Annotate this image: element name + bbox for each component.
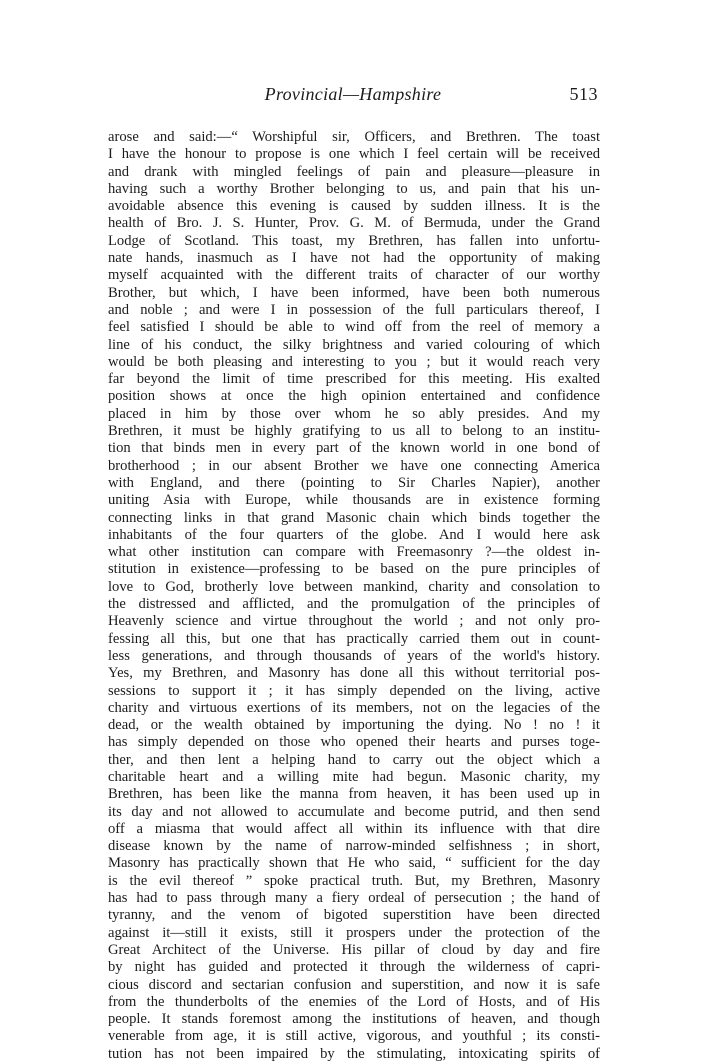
text-line: has had to pass through many a fiery ordeal of persecution ; the hand of [108, 890, 600, 907]
text-line: dead, or the wealth obtained by importuning the dying. No ! no ! it [108, 717, 600, 734]
text-line: with England, and there (pointing to Sir Charles Napier), another [108, 474, 600, 491]
text-line: having such a worthy Brother belonging to us, and pain that his un- [108, 180, 600, 197]
text-line: from the thunderbolts of the enemies of the Lord of Hosts, and of His [108, 993, 600, 1010]
text-line: Lodge of Scotland. This toast, my Brethren, has fallen into unfortu- [108, 232, 600, 249]
text-line: connecting links in that grand Masonic chain which binds together the [108, 509, 600, 526]
text-line: tion that binds men in every part of the known world in one bond of [108, 440, 600, 457]
text-line: against it—still it exists, still it prospers under the protection of the [108, 924, 600, 941]
text-line: placed in him by those over whom he so ably presides. And my [108, 405, 600, 422]
text-line: Brother, but which, I have been informed, have been both numerous [108, 284, 600, 301]
text-line: by night has guided and protected it through the wilderness of capri- [108, 959, 600, 976]
text-line: Yes, my Brethren, and Masonry has done all this without territorial pos- [108, 665, 600, 682]
text-line: nate hands, inasmuch as I have not had the opportunity of making [108, 250, 600, 267]
running-head [108, 84, 598, 110]
text-line: less generations, and through thousands of years of the world's history. [108, 647, 600, 664]
text-line: venerable from age, it is still active, vigorous, and youthful ; its consti- [108, 1028, 600, 1045]
body-text [108, 129, 600, 1063]
text-line: tyranny, and the venom of bigoted superstition have been directed [108, 907, 600, 924]
text-line: I have the honour to propose is one which I feel certain will be received [108, 146, 600, 163]
running-title: Provincial—Hampshire [264, 84, 442, 104]
text-line: people. It stands foremost among the institutions of heaven, and though [108, 1011, 600, 1028]
text-line: inhabitants of the four quarters of the globe. And I would here ask [108, 526, 600, 543]
text-line: Great Architect of the Universe. His pillar of cloud by day and fire [108, 941, 600, 958]
text-line: its day and not allowed to accumulate and become putrid, and then send [108, 803, 600, 820]
text-line: Masonry has practically shown that He who said, “ sufficient for the day [108, 855, 600, 872]
text-line: sessions to support it ; it has simply depended on the living, active [108, 682, 600, 699]
text-line: the distressed and afflicted, and the promulgation of the principles of [108, 596, 600, 613]
text-line: love to God, brotherly love between mankind, charity and consolation to [108, 578, 600, 595]
text-line: what other institution can compare with Freemasonry ?—the oldest in- [108, 544, 600, 561]
text-line: uniting Asia with Europe, while thousands are in existence forming [108, 492, 600, 509]
text-line: far beyond the limit of time prescribed for this meeting. His exalted [108, 371, 600, 388]
text-line: and noble ; and were I in possession of the full particulars thereof, I [108, 301, 600, 318]
text-line: cious discord and sectarian confusion and superstition, and now it is safe [108, 976, 600, 993]
text-line: ther, and then lent a helping hand to carry out the object which a [108, 751, 600, 768]
text-line: brotherhood ; in our absent Brother we have one connecting America [108, 457, 600, 474]
text-line: line of his conduct, the silky brightness and varied colouring of which [108, 336, 600, 353]
text-line: would be both pleasing and interesting to you ; but it would reach very [108, 353, 600, 370]
text-line: myself acquainted with the different traits of character of our worthy [108, 267, 600, 284]
text-line: fessing all this, but one that has practically carried them out in count- [108, 630, 600, 647]
text-line: position shows at once the high opinion entertained and confidence [108, 388, 600, 405]
text-line: tution has not been impaired by the stimulating, intoxicating spirits of [108, 1045, 600, 1062]
text-line: charity and virtuous exertions of its members, not on the legacies of the [108, 699, 600, 716]
text-line: Heavenly science and virtue throughout the world ; and not only pro- [108, 613, 600, 630]
page-number: 513 [569, 84, 598, 104]
text-line: is the evil thereof ” spoke practical truth. But, my Brethren, Masonry [108, 872, 600, 889]
text-line: avoidable absence this evening is caused by sudden illness. It is the [108, 198, 600, 215]
text-line: charitable heart and a willing mite had begun. Masonic charity, my [108, 768, 600, 785]
text-line: health of Bro. J. S. Hunter, Prov. G. M. of Bermuda, under the Grand [108, 215, 600, 232]
text-line: Brethren, it must be highly gratifying to us all to belong to an institu- [108, 423, 600, 440]
text-line: feel satisfied I should be able to wind off from the reel of memory a [108, 319, 600, 336]
text-line: off a miasma that would affect all within its influence with that dire [108, 820, 600, 837]
text-line: arose and said:—“ Worshipful sir, Officers, and Brethren. The toast [108, 129, 600, 145]
text-line: disease known by the name of narrow-minded selfishness ; in short, [108, 838, 600, 855]
text-line: and drank with mingled feelings of pain and pleasure—pleasure in [108, 163, 600, 180]
text-line: stitution in existence—professing to be based on the pure principles of [108, 561, 600, 578]
text-line: has simply depended on those who opened their hearts and purses toge- [108, 734, 600, 751]
text-line: Brethren, has been like the manna from heaven, it has been used up in [108, 786, 600, 803]
